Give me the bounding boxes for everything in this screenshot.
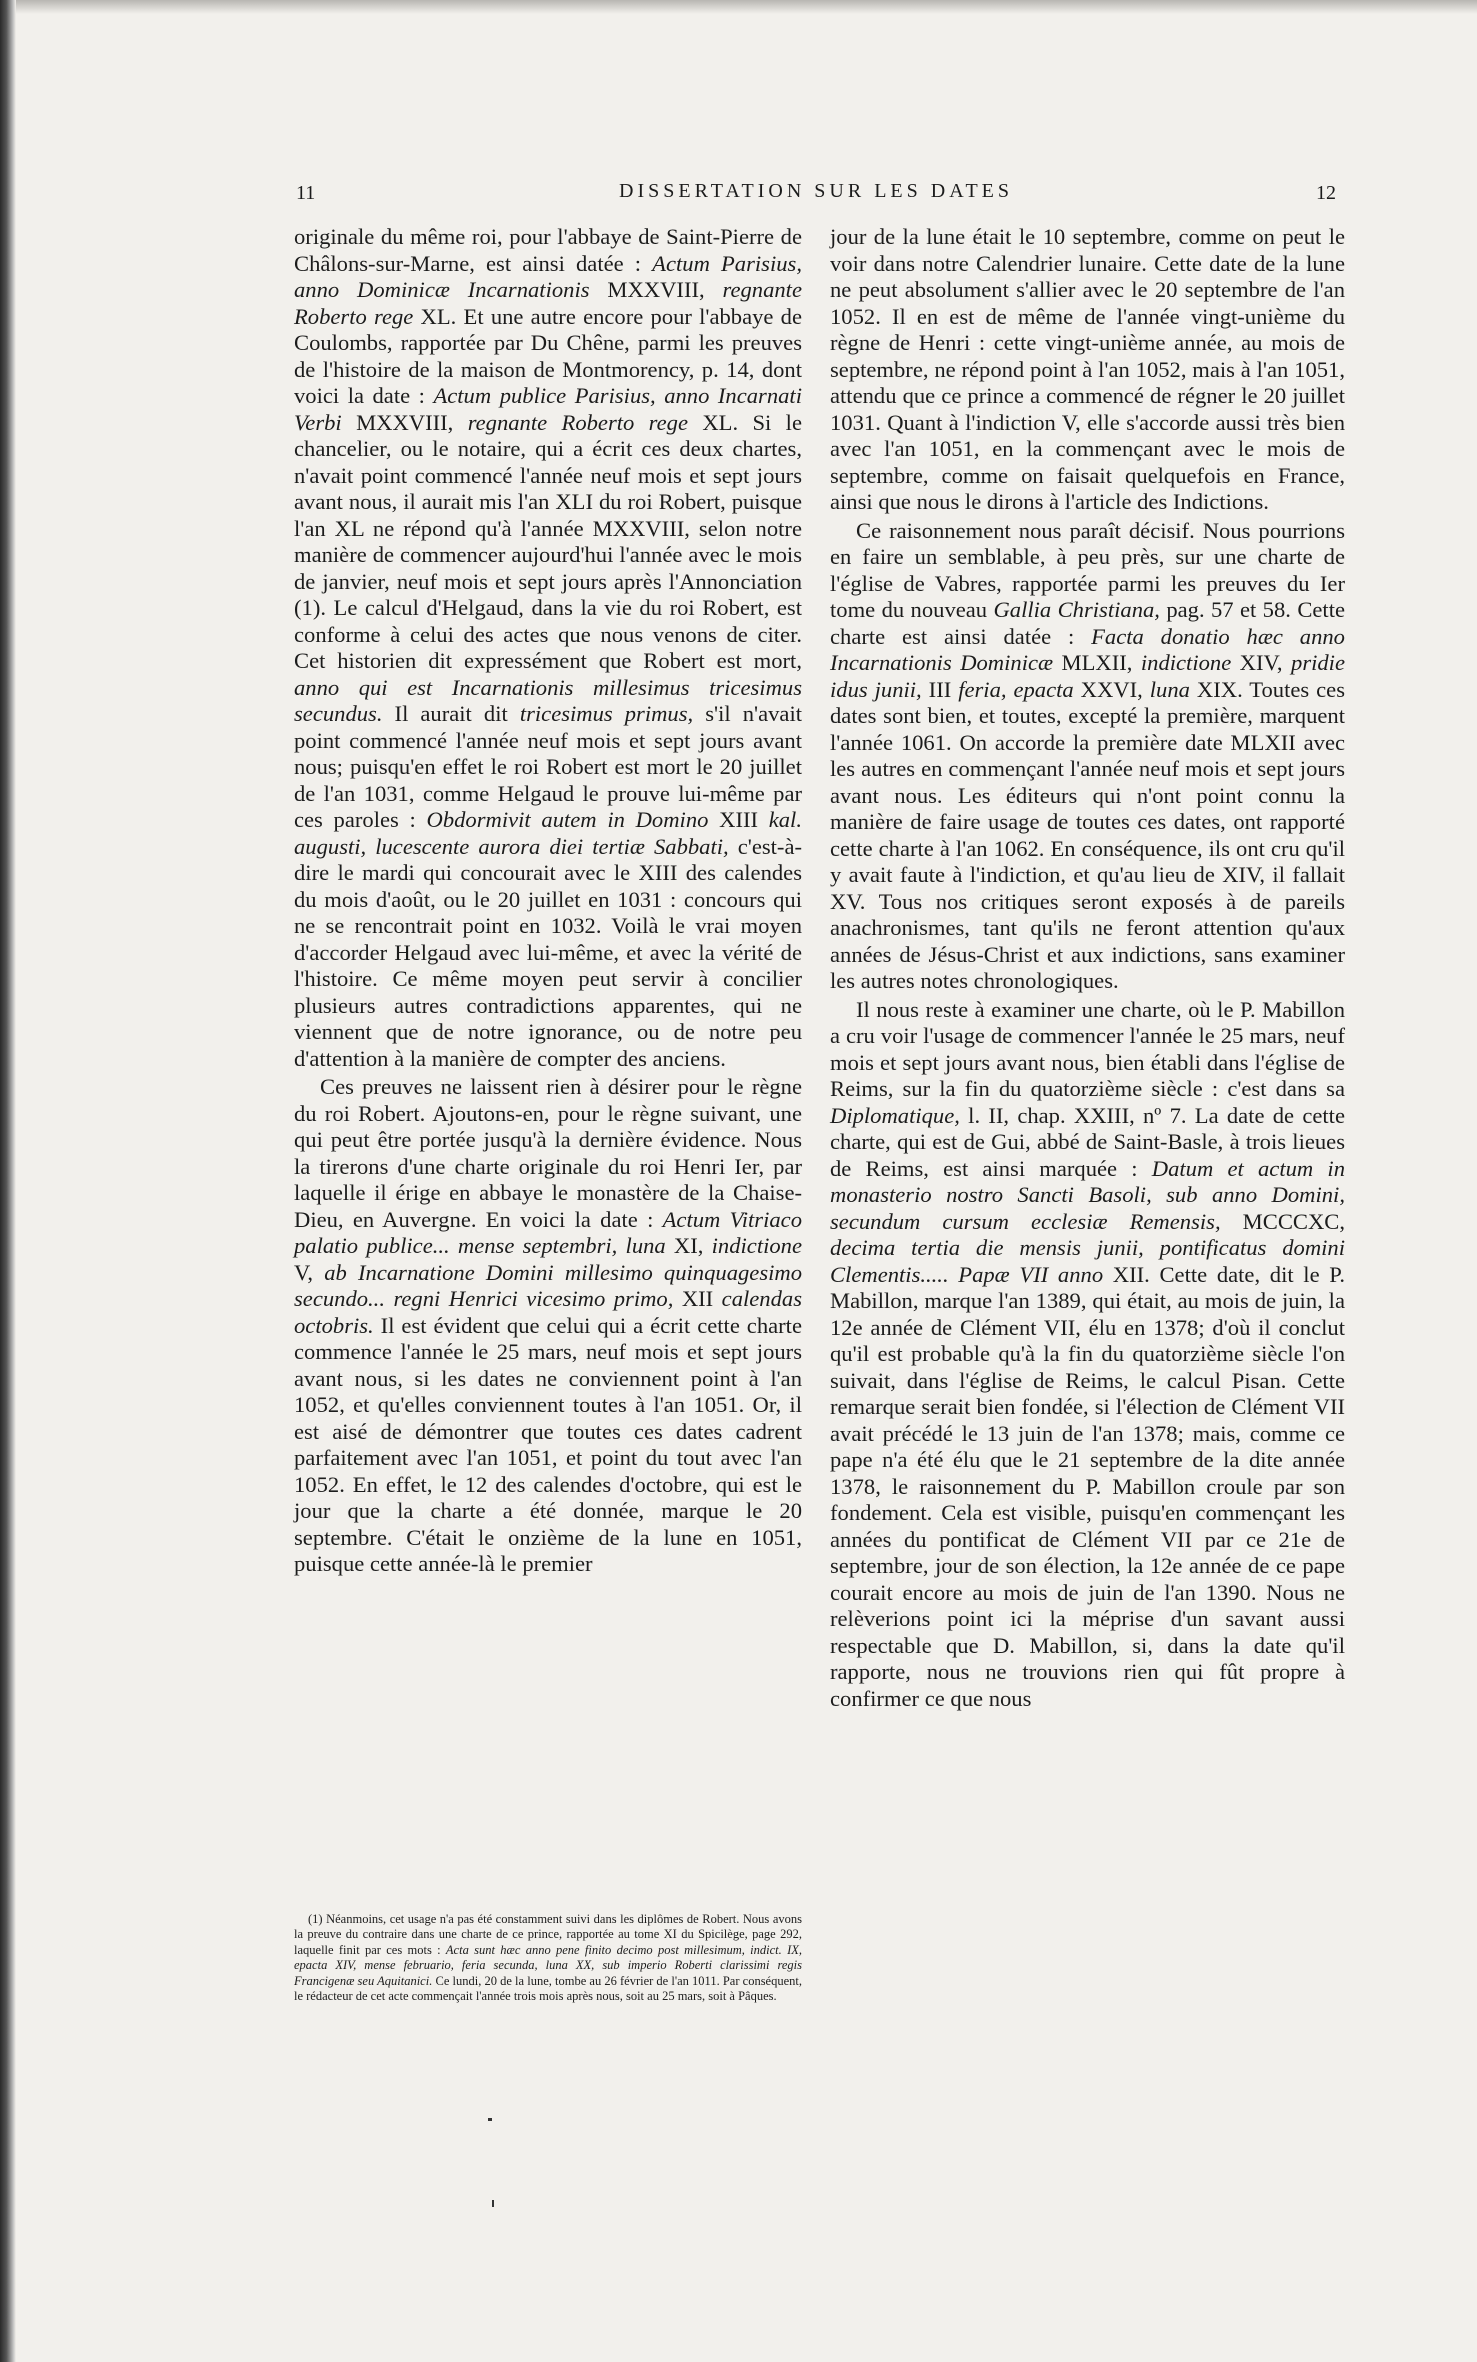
- page-number-left: 11: [296, 182, 316, 204]
- running-title: DISSERTATION SUR LES DATES: [619, 180, 1013, 202]
- scan-specks: [484, 2118, 504, 2208]
- paragraph: originale du même roi, pour l'abbaye de Saint-Pierre de Châlons-sur-Marne, est ainsi datée : Actum Parisius, anno Dominicæ Incarnationis MXXVIII, regnante Roberto rege XL. Et une autre encore pour l'abbaye de Coulombs, rapportée par Du Chêne, parmi les preuves de l'histoire de la maison de Montmorency, p. 14, dont voici la date : Actum publice Parisius, anno Incarnati Verbi MXXVIII, regnante Roberto rege XL. Si le chancelier, ou le notaire, qui a écrit ces deux chartes, n'avait point commencé l'année neuf mois et sept jours avant nous, il aurait mis l'an XLI du roi Robert, puisque l'an XL ne répond qu'à l'année MXXVIII, selon notre manière de commencer aujourd'hui l'année avec le mois de janvier, neuf mois et sept jours après l'Annonciation (1). Le calcul d'Helgaud, dans la vie du roi Robert, est conforme à celui des actes que nous venons de citer. Cet historien dit expressément que Robert est mort, anno qui est Incarnationis millesimus tricesimus secundus. Il aurait dit tricesimus primus, s'il n'avait point commencé l'année neuf mois et sept jours avant nous; puisqu'en effet le roi Robert est mort le 20 juillet de l'an 1031, comme Helgaud le prouve lui-même par ces paroles : Obdormivit autem in Domino XIII kal. augusti, lucescente aurora diei tertiæ Sabbati, c'est-à-dire le mardi qui concourait avec le XIII des calendes du mois d'août, ou le 20 juillet en 1031 : concours qui ne se rencontrait point en 1032. Voilà le vrai moyen d'accorder Helgaud avec lui-même, et avec la vérité de l'histoire. Ce même moyen peut servir à concilier plusieurs autres contradictions apparentes, qui ne viennent que de notre ignorance, ou de notre peu d'attention à la manière de compter des anciens.: [294, 224, 802, 1071]
- page-header: [296, 180, 1336, 210]
- page-number-right: 12: [1316, 182, 1336, 204]
- paragraph: Il nous reste à examiner une charte, où le P. Mabillon a cru voir l'usage de commencer l'année le 25 mars, neuf mois et sept jours avant nous, bien établi dans l'église de Reims, sur la fin du quatorzième siècle : c'est dans sa Diplomatique, l. II, chap. XXIII, nº 7. La date de cette charte, qui est de Gui, abbé de Saint-Basle, à trois lieues de Reims, est ainsi marquée : Datum et actum in monasterio nostro Sancti Basoli, sub anno Domini, secundum cursum ecclesiæ Remensis, MCCCXC, decima tertia die mensis junii, pontificatus domini Clementis..... Papæ VII anno XII. Cette date, dit le P. Mabillon, marque l'an 1389, qui était, au mois de juin, la 12e année de Clément VII, élu en 1378; d'où il conclut qu'il est probable qu'à la fin du quatorzième siècle l'on suivait, dans l'église de Reims, le calcul Pisan. Cette remarque serait bien fondée, si l'élection de Clément VII avait précédé le 13 juin de l'an 1378; mais, comme ce pape n'a été élu que le 21 septembre de la dite année 1378, le raisonnement du P. Mabillon croule par son fondement. Cela est visible, puisqu'en commençant les années du pontificat de Clément VII par ce 21e de septembre, jour de son élection, la 12e année de ce pape courait encore au mois de juin de l'an 1390. Nous ne relèverions point ici la méprise d'un savant aussi respectable que D. Mabillon, si, dans la date qu'il rapporte, nous ne trouvions rien qui fût propre à confirmer ce que nous: [830, 996, 1345, 1711]
- left-column: [294, 224, 802, 1578]
- paragraph: jour de la lune était le 10 septembre, comme on peut le voir dans notre Calendrier lunaire. Cette date de la lune ne peut absolument s'allier avec le 20 septembre de l'an 1052. Il en est de même de l'année vingt-unième du règne de Henri : cette vingt-unième année, au mois de septembre, ne répond point à l'an 1052, mais à l'an 1051, attendu que ce prince a commencé de régner le 20 juillet 1031. Quant à l'indiction V, elle s'accorde aussi très bien avec l'an 1051, en la commençant avec le mois de septembre, comme on faisait quelquefois en France, ainsi que nous le dirons à l'article des Indictions.: [830, 224, 1345, 514]
- paragraph: Ces preuves ne laissent rien à désirer pour le règne du roi Robert. Ajoutons-en, pour le règne suivant, une qui peut être portée jusqu'à la dernière évidence. Nous la tirerons d'une charte originale du roi Henri Ier, par laquelle il érige en abbaye le monastère de la Chaise-Dieu, en Auvergne. En voici la date : Actum Vitriaco palatio publice... mense septembri, luna XI, indictione V, ab Incarnatione Domini millesimo quinquagesimo secundo... regni Henrici vicesimo primo, XII calendas octobris. Il est évident que celui qui a écrit cette charte commence l'année le 25 mars, neuf mois et sept jours avant nous, si les dates ne conviennent point à l'an 1052, et qu'elles conviennent toutes à l'an 1051. Or, il est aisé de démontrer que toutes ces dates cadrent parfaitement avec l'an 1051, et point du tout avec l'an 1052. En effet, le 12 des calendes d'octobre, qui est le jour que la charte a été donnée, marque le 20 septembre. C'était le onzième de la lune en 1051, puisque cette année-là le premier: [294, 1074, 803, 1576]
- scan-top-edge: [0, 0, 1477, 14]
- footnote: [294, 1912, 802, 2004]
- paragraph: Ce raisonnement nous paraît décisif. Nous pourrions en faire un semblable, à peu près, sur une charte de l'église de Vabres, rapportée parmi les preuves du Ier tome du nouveau Gallia Christiana, pag. 57 et 58. Cette charte est ainsi datée : Facta donatio hæc anno Incarnationis Dominicæ MLXII, indictione XIV, pridie idus junii, III feria, epacta XXVI, luna XIX. Toutes ces dates sont bien, et toutes, excepté la première, marquent l'année 1061. On accorde la première date MLXII avec les autres en commençant l'année neuf mois et sept jours avant nous. Les éditeurs qui n'ont point connu la manière de faire usage de toutes ces dates, ont rapporté cette charte à l'an 1062. En conséquence, ils ont cru qu'il y avait faute à l'indiction, et qu'au lieu de XIV, il fallait XV. Tous nos critiques seront exposés à de pareils anachronismes, tant qu'ils ne feront attention qu'aux années de Jésus-Christ et aux indictions, sans examiner les autres notes chronologiques.: [830, 517, 1346, 993]
- right-column: [830, 224, 1345, 1712]
- footnote-text: (1) Néanmoins, cet usage n'a pas été constamment suivi dans les diplômes de Robert. Nous avons la preuve du contraire dans une charte de ce prince, rapportée au tome XI du Spicilège, page 292, laquelle finit par ces mots : Acta sunt hæc anno pene finito decimo post millesimum, indict. IX, epacta XIV, mense februario, feria secunda, luna XX, sub imperio Roberti clarissimi regis Francigenæ seu Aquitanici. Ce lundi, 20 de la lune, tombe au 26 février de l'an 1011. Par conséquent, le rédacteur de cet acte commençait l'année trois mois après nous, soit au 25 mars, soit à Pâques.: [294, 1912, 803, 2004]
- binding-shadow: [0, 0, 16, 2362]
